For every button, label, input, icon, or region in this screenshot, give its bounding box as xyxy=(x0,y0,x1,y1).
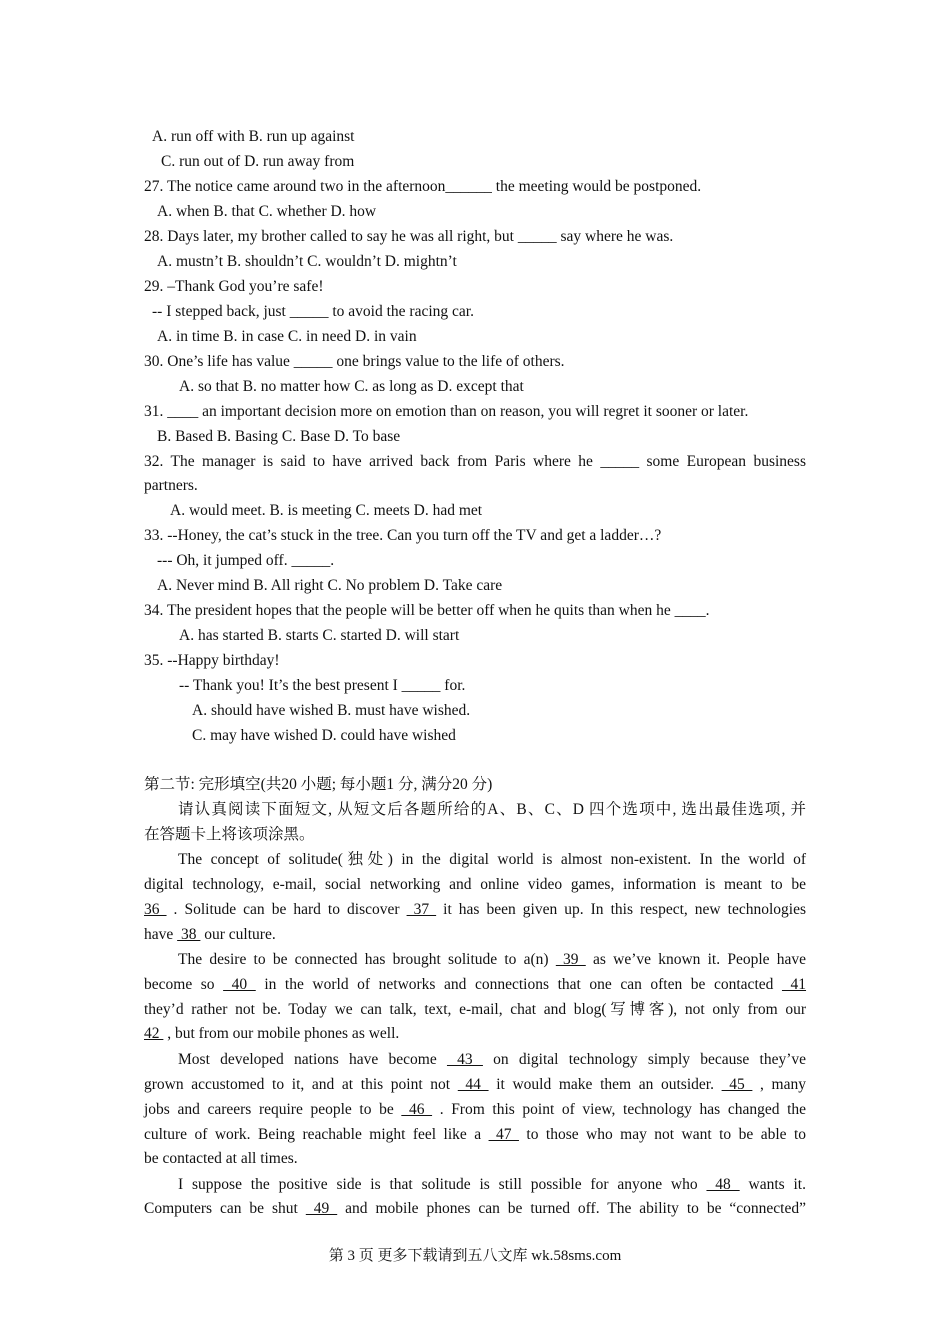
paragraph-line: 36 . Solitude can be hard to discover 37 it has been given up. In this respect, new technologies xyxy=(144,901,806,918)
paragraph-line: The concept of solitude(独处) in the digital world is almost non-existent. In the world of xyxy=(178,851,806,868)
paragraph-line: become so 40 in the world of networks and connections that one can often be contacted 41 xyxy=(144,976,807,993)
paragraph-last-line: partners. xyxy=(144,477,198,494)
paragraph-line: I suppose the positive side is that solitude is still possible for anyone who 48 wants it. xyxy=(178,1176,806,1193)
text-line: A. in time B. in case C. in need D. in vain xyxy=(157,328,417,345)
paragraph-line: jobs and careers require people to be 46 . From this point of view, technology has changed the xyxy=(144,1101,807,1118)
text-line: 30. One’s life has value _____ one brings value to the life of others. xyxy=(144,353,565,370)
text-line: -- I stepped back, just _____ to avoid the racing car. xyxy=(152,303,474,320)
paragraph-line: grown accustomed to it, and at this point not 44 it would make them an outsider. 45 , many xyxy=(144,1076,806,1093)
text-line: A. has started B. starts C. started D. will start xyxy=(179,627,460,644)
paragraph-last-line: have 38 our culture. xyxy=(144,926,276,943)
text-line: A. run off with B. run up against xyxy=(152,128,355,145)
text-line: 35. --Happy birthday! xyxy=(144,652,280,669)
text-line: B. Based B. Basing C. Base D. To base xyxy=(157,428,401,445)
text-line: A. Never mind B. All right C. No problem D. Take care xyxy=(157,577,503,594)
text-line: 29. –Thank God you’re safe! xyxy=(144,278,324,295)
text-line: C. run out of D. run away from xyxy=(161,153,355,170)
text-line: --- Oh, it jumped off. _____. xyxy=(157,552,335,569)
text-line: C. may have wished D. could have wished xyxy=(192,727,456,744)
paragraph-line: 32. The manager is said to have arrived back from Paris where he _____ some European business xyxy=(144,453,806,470)
page-footer: 第 3 页 更多下载请到五八文库 wk.58sms.com xyxy=(328,1248,622,1264)
paragraph-last-line: 在答题卡上将该项涂黑。 xyxy=(144,826,315,843)
text-line: A. would meet. B. is meeting C. meets D. had met xyxy=(170,502,483,519)
paragraph-line: 请认真阅读下面短文, 从短文后各题所给的A、B、C、D 四个选项中, 选出最佳选项, 并 xyxy=(178,801,806,818)
text-line: 34. The president hopes that the people will be better off when he quits than when he ____. xyxy=(144,602,710,619)
paragraph-line: culture of work. Being reachable might feel like a 47 to those who may not want to be able to xyxy=(144,1126,807,1143)
paragraph-last-line: 42 , but from our mobile phones as well. xyxy=(144,1025,400,1042)
text-line: 27. The notice came around two in the afternoon______ the meeting would be postponed. xyxy=(144,178,702,195)
text-line: 28. Days later, my brother called to say he was all right, but _____ say where he was. xyxy=(144,228,674,245)
paragraph-line: digital technology, e-mail, social networking and online video games, information is meant to be xyxy=(144,876,806,893)
text-line: A. when B. that C. whether D. how xyxy=(157,203,377,220)
paragraph-line: they’d rather not be. Today we can talk, text, e-mail, chat and blog(写博客), not only from our xyxy=(144,1001,806,1018)
text-line: A. should have wished B. must have wished. xyxy=(192,702,471,719)
paragraph-line: Computers can be shut 49 and mobile phones can be turned off. The ability to be “connected” xyxy=(144,1200,806,1217)
text-line: 31. ____ an important decision more on emotion than on reason, you will regret it sooner or later. xyxy=(144,403,749,420)
text-line: -- Thank you! It’s the best present I _____ for. xyxy=(179,677,466,694)
text-line: 33. --Honey, the cat’s stuck in the tree. Can you turn off the TV and get a ladder…? xyxy=(144,527,662,544)
text-line: 第二节: 完形填空(共20 小题; 每小题1 分, 满分20 分) xyxy=(144,776,493,793)
text-line: A. mustn’t B. shouldn’t C. wouldn’t D. mightn’t xyxy=(157,253,457,270)
paragraph-last-line: be contacted at all times. xyxy=(144,1150,298,1167)
paragraph-line: Most developed nations have become 43 on digital technology simply because they’ve xyxy=(178,1051,807,1068)
text-line: A. so that B. no matter how C. as long as D. except that xyxy=(179,378,524,395)
paragraph-line: The desire to be connected has brought solitude to a(n) 39 as we’ve known it. People have xyxy=(178,951,807,968)
